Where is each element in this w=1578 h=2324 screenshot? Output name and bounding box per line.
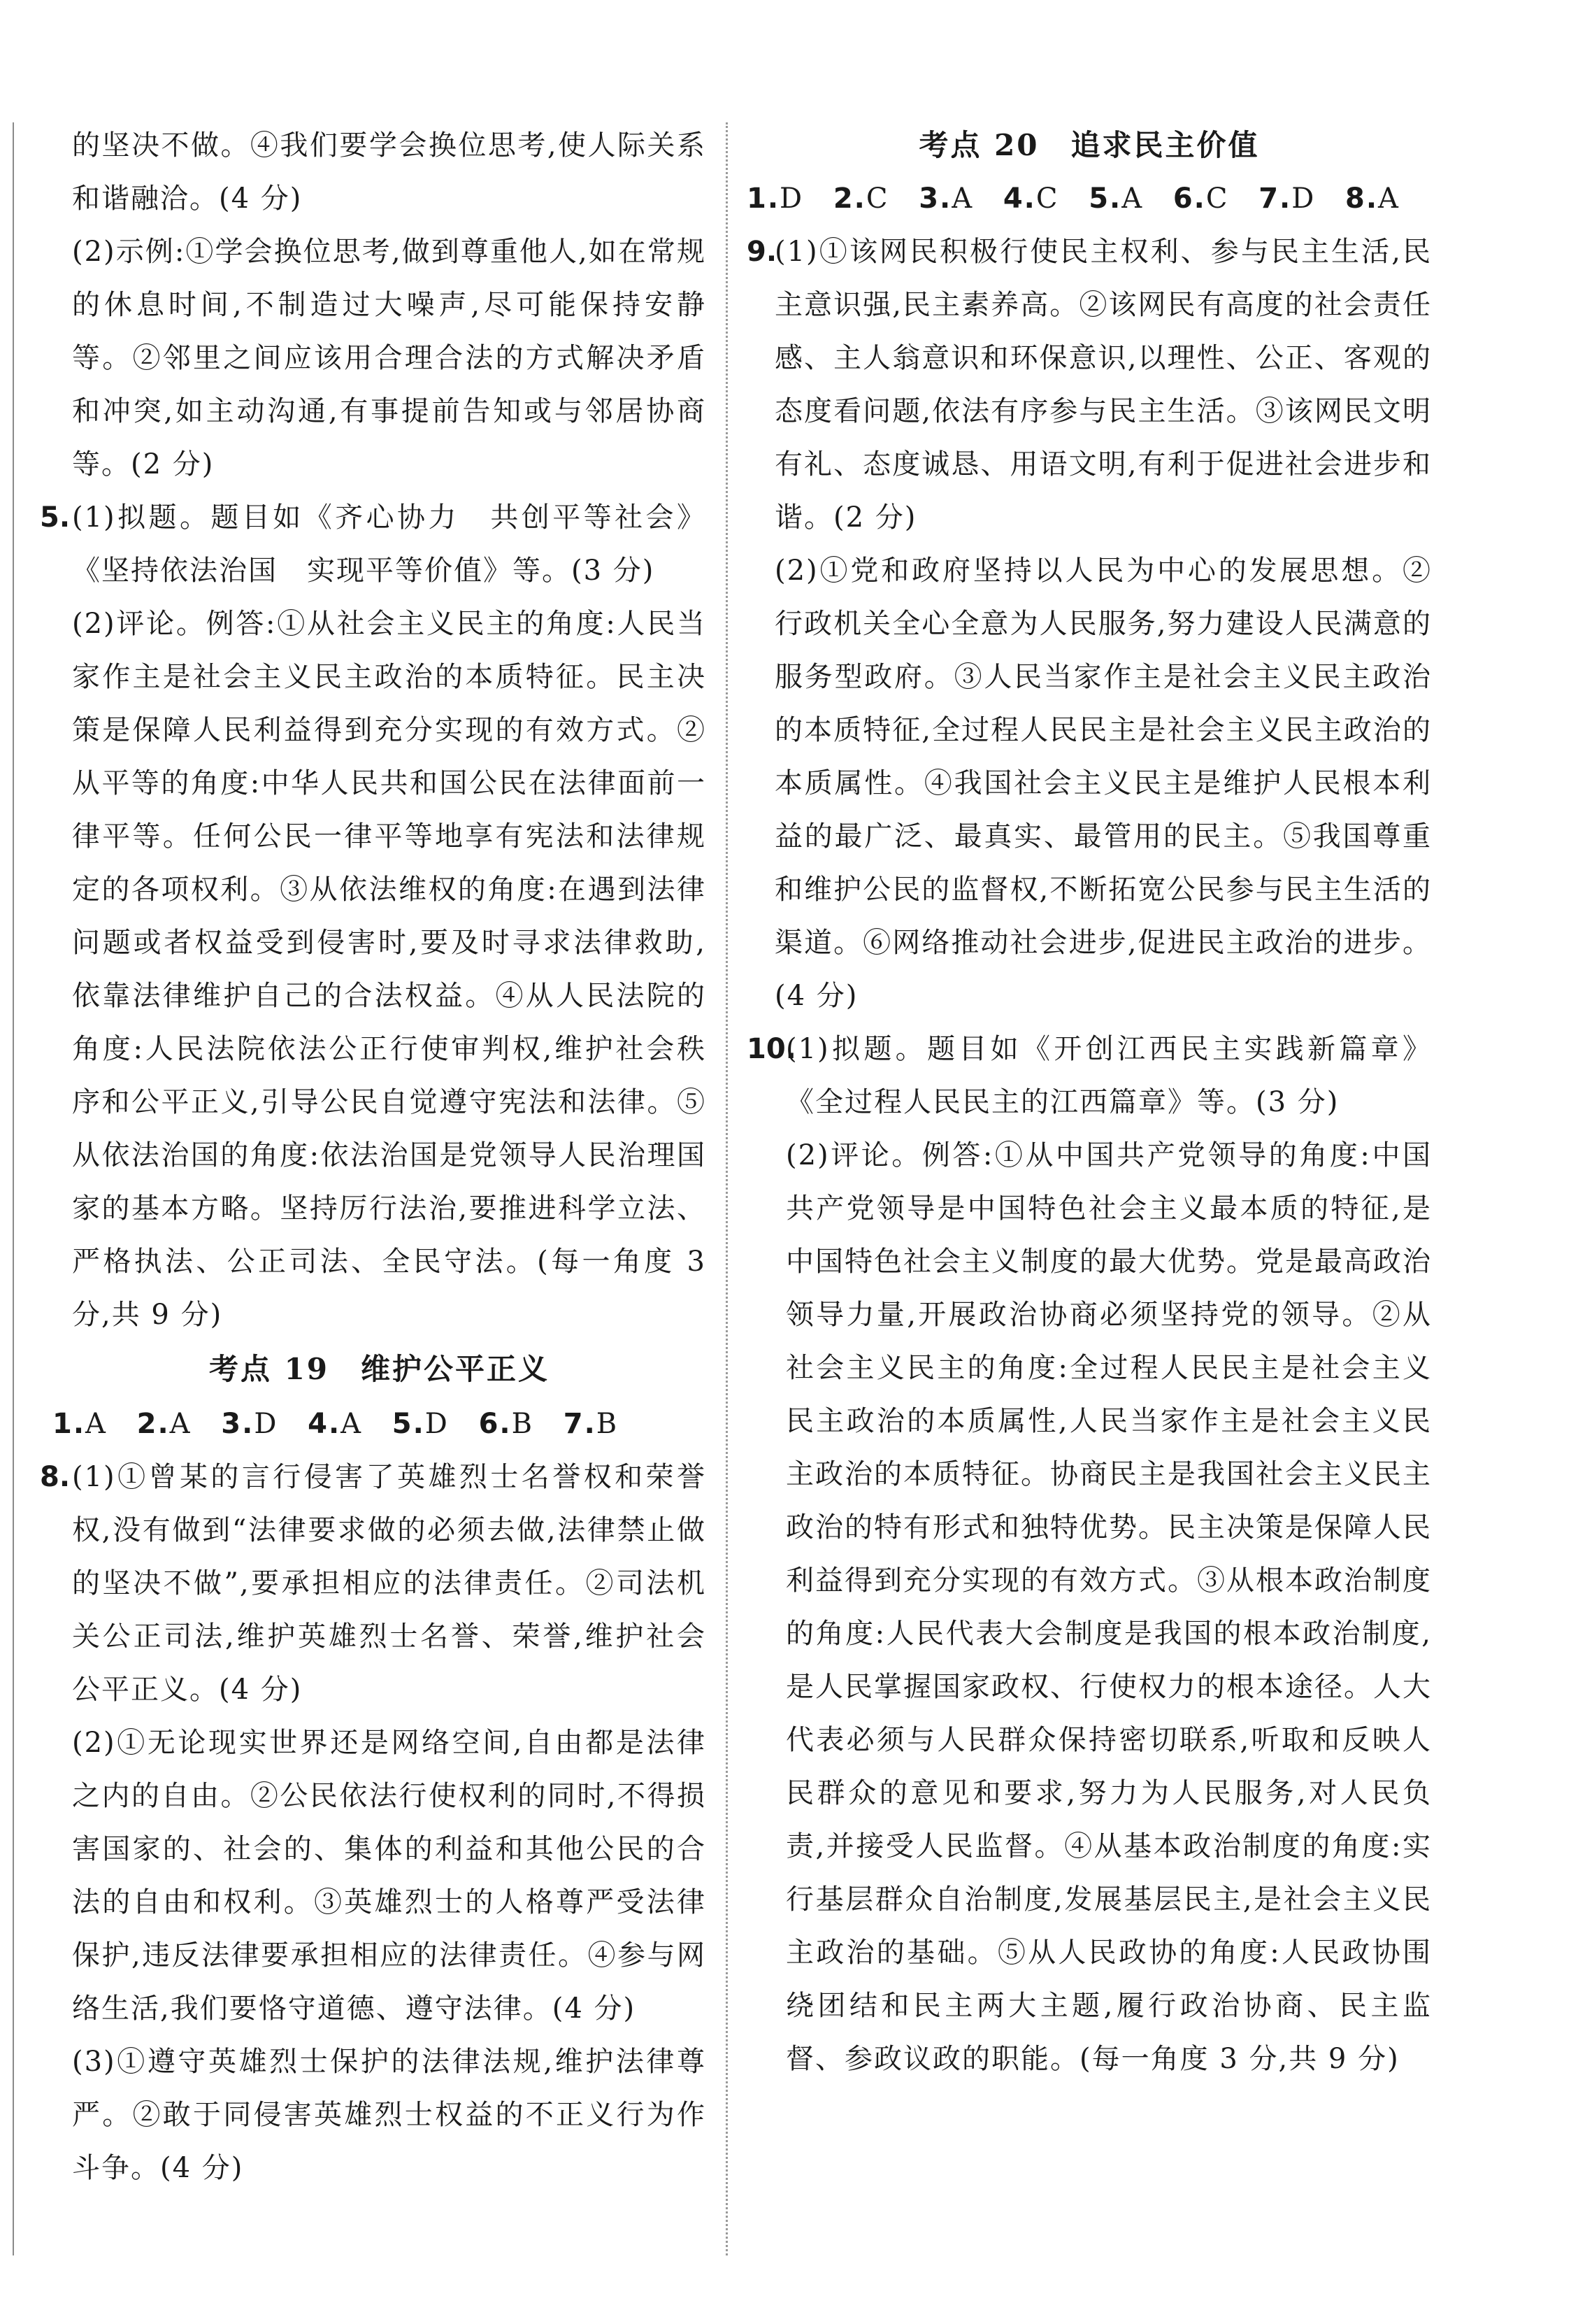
question-5-number: 5. <box>40 501 71 534</box>
q4-continued-text: 的坚决不做。④我们要学会换位思考,使人际关系和谐融洽。(4 分) <box>72 129 706 215</box>
question-8-number: 8. <box>40 1461 71 1493</box>
question-10-number: 10. <box>747 1033 796 1065</box>
mc-answer: 7.B <box>563 1408 619 1440</box>
mc-answer: 6.C <box>1172 183 1229 215</box>
q8-part2-text: (2)①无论现实世界还是网络空间,自由都是法律之内的自由。②公民依法行使权利的同时,不得损害国家的、社会的、集体的利益和其他公民的合法的自由和权利。③英雄烈士的人格尊严受法律保护,违反法律要承担相应的法律责任。④参与网络生活,我们要恪守道德、遵守法律。(4 分) <box>72 1727 706 2025</box>
mc-answer: 1.A <box>52 1408 107 1440</box>
mc-answer: 6.B <box>478 1408 534 1440</box>
q9-part2-text: (2)①党和政府坚持以人民为中心的发展思想。②行政机关全心全意为人民服务,努力建设人民满意的服务型政府。③人民当家作主是社会主义民主政治的本质特征,全过程人民民主是社会主义民主政治的本质属性。④我国社会主义民主是维护人民根本利益的最广泛、最真实、最管用的民主。⑤我国尊重和维护公民的监督权,不断拓宽公民参与民主生活的渠道。⑥网络推动社会进步,促进民主政治的进步。(4 分) <box>775 555 1432 1012</box>
mc-answer: 2.A <box>136 1408 192 1440</box>
mc-answer: 3.D <box>221 1408 278 1440</box>
section-20-title: 考点 20 追求民主价值 <box>919 128 1260 162</box>
q5-part1-text: (1)拟题。题目如《齐心协力 共创平等社会》《坚持依法治国 实现平等价值》等。(3 分) <box>72 501 706 587</box>
q4-part2-text: (2)示例:①学会换位思考,做到尊重他人,如在常规的休息时间,不制造过大噪声,尽可能保持安静等。②邻里之间应该用合理合法的方式解决矛盾和冲突,如主动沟通,有事提前告知或与邻居协商等。(2 分) <box>72 236 706 480</box>
mc-answer: 8.A <box>1345 183 1400 215</box>
section-20-multiple-choice <box>747 172 1432 225</box>
mc-answer: 5.D <box>392 1408 449 1440</box>
question-9-number: 9. <box>747 236 777 268</box>
question-8 <box>40 1450 706 2195</box>
mc-answer: 4.A <box>308 1408 363 1440</box>
q8-part3-text: (3)①遵守英雄烈士保护的法律法规,维护法律尊严。②敢于同侵害英雄烈士权益的不正义行为作斗争。(4 分) <box>72 2046 706 2184</box>
question-10 <box>747 1022 1432 2086</box>
mc-answer: 4.C <box>1003 183 1059 215</box>
section-19-multiple-choice <box>52 1397 706 1450</box>
left-margin-line <box>13 122 14 2255</box>
q9-part1-text: (1)①该网民积极行使民主权利、参与民主生活,民主意识强,民主素养高。②该网民有高度的社会责任感、主人翁意识和环保意识,以理性、公正、客观的态度看问题,依法有序参与民主生活。③该网民文明有礼、态度诚恳、用语文明,有利于促进社会进步和谐。(2 分) <box>775 236 1432 534</box>
column-divider <box>726 122 728 2255</box>
mc-answer: 7.D <box>1258 183 1316 215</box>
question-5 <box>40 491 706 1341</box>
mc-answer: 1.D <box>747 183 804 215</box>
q8-part1-text: (1)①曾某的言行侵害了英雄烈士名誉权和荣誉权,没有做到“法律要求做的必须去做,法律禁止做的坚决不做”,要承担相应的法律责任。②司法机关公正司法,维护英雄烈士名誉、荣誉,维护社会公平正义。(4 分) <box>72 1461 706 1706</box>
mc-answer: 2.C <box>833 183 889 215</box>
right-column <box>747 119 1432 2086</box>
mc-answer: 5.A <box>1089 183 1144 215</box>
q10-part1-text: (1)拟题。题目如《开创江西民主实践新篇章》《全过程人民民主的江西篇章》等。(3 分) <box>786 1033 1432 1118</box>
mc-answer: 3.A <box>919 183 974 215</box>
q5-part2-text: (2)评论。例答:①从社会主义民主的角度:人民当家作主是社会主义民主政治的本质特征。民主决策是保障人民利益得到充分实现的有效方式。②从平等的角度:中华人民共和国公民在法律面前一律平等。任何公民一律平等地享有宪法和法律规定的各项权利。③从依法维权的角度:在遇到法律问题或者权益受到侵害时,要及时寻求法律救助,依靠法律维护自己的合法权益。④从人民法院的角度:人民法院依法公正行使审判权,维护社会秩序和公平正义,引导公民自觉遵守宪法和法律。⑤从依法治国的角度:依法治国是党领导人民治理国家的基本方略。坚持厉行法治,要推进科学立法、严格执法、公正司法、全民守法。(每一角度 3 分,共 9 分) <box>72 608 706 1331</box>
left-column <box>40 119 706 2195</box>
q10-part2-text: (2)评论。例答:①从中国共产党领导的角度:中国共产党领导是中国特色社会主义最本质的特征,是中国特色社会主义制度的最大优势。党是最高政治领导力量,开展政治协商必须坚持党的领导。②从社会主义民主的角度:全过程人民民主是社会主义民主政治的本质属性,人民当家作主是社会主义民主政治的本质特征。协商民主是我国社会主义民主政治的特有形式和独特优势。民主决策是保障人民利益得到充分实现的有效方式。③从根本政治制度的角度:人民代表大会制度是我国的根本政治制度,是人民掌握国家政权、行使权力的根本途径。人大代表必须与人民群众保持密切联系,听取和反映人民群众的意见和要求,努力为人民服务,对人民负责,并接受人民监督。④从基本政治制度的角度:实行基层群众自治制度,发展基层民主,是社会主义民主政治的基础。⑤从人民政协的角度:人民政协围绕团结和民主两大主题,履行政治协商、民主监督、参政议政的职能。(每一角度 3 分,共 9 分) <box>786 1139 1432 2075</box>
section-19-title: 考点 19 维护公平正义 <box>208 1352 550 1386</box>
question-9 <box>747 225 1432 1022</box>
